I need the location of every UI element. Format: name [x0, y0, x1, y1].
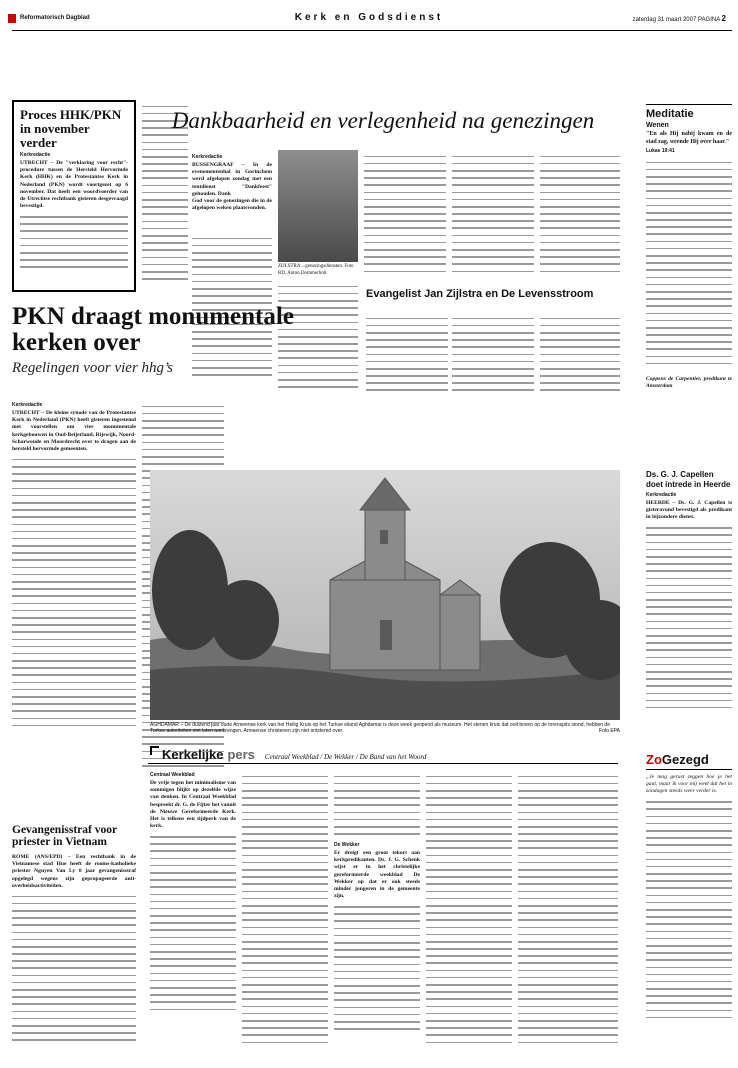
article-deck: Regelingen voor vier hhg’s [12, 360, 173, 376]
section-title [646, 752, 732, 770]
title-gezegd: Gezegd [661, 752, 709, 767]
article-pkn-col1 [12, 400, 136, 800]
church-photo-caption [150, 722, 620, 734]
article-body [12, 453, 136, 753]
corner-bracket-icon [150, 746, 159, 755]
article-pkn-header [12, 304, 352, 394]
article-body [540, 312, 620, 402]
masthead-rule [12, 30, 732, 31]
column-head: Centraal Weekblad [150, 772, 195, 778]
zogezegd [646, 752, 732, 1062]
meditatie [646, 104, 732, 424]
article-body [20, 210, 128, 268]
article-gevangen [12, 824, 136, 1064]
meditatie-body [646, 156, 732, 376]
column-body [150, 830, 236, 1020]
article-evangelist-header [366, 288, 620, 310]
photo-caption: ZIJLSTRA ...genezingsdiensten. Foto RD, Anton Dommerholt [278, 264, 354, 276]
section-sources: Centraal Weekblad / De Wekker / De Band van het Woord [264, 753, 427, 761]
article-lead-continued: God voor de genezingen die in de afgelopen weken plaatsvonden. [192, 198, 272, 212]
pers-col3 [334, 770, 420, 1060]
portrait-photo [278, 150, 358, 262]
meditatie-author: Coppens de Carpentier, predikant te Amsterdam [646, 376, 732, 390]
issue-date: zaterdag 31 maart 2007 [632, 17, 697, 23]
article-kicker: Kerkredactie [12, 402, 43, 408]
article-title: Evangelist Jan Zijlstra en De Levensstroom [366, 288, 594, 300]
church-photo [150, 470, 620, 720]
column-lead: De vrije tegen het minimalisme van sommigen blijkt op dezelfde wijze van denken. In Centraal Weekblad bespreekt dr. G. de Fijter het vanuit de Nieuwe Gereformeerde Kerk. Het is telkens een tijdperk van de kerk. [150, 780, 236, 830]
article-kicker: Kerkredactie [192, 154, 223, 160]
quotes-body [646, 796, 732, 1036]
article-body [646, 522, 732, 722]
article-lead: BUSSENGRAAF – In de evenementenhal in Gorinchem werd afgelopen zondag met een tentdienst "Dankfeest" gehouden. Dank [192, 162, 272, 197]
section-title-b: pers [227, 747, 255, 762]
masthead-date [633, 14, 726, 23]
article-body [452, 150, 534, 286]
masthead [6, 10, 732, 28]
title-zo: Zo [646, 752, 662, 767]
article-lead: ROME (ANS/EPD) – Een rechtbank in de Vietnamese stad Hue heeft de rooms-katholieke priester Nguyen Van Ly 8 jaar gevangenisstraf opgelegd wegens zijn gepropageerde anti-overheidsactiviteiten. [12, 854, 136, 889]
page-label: PAGINA [697, 17, 720, 23]
column-body [334, 900, 420, 1040]
quote: „Je mag gerust zeggen hoe je het gaat, maar ik voor mij weet dat het in zondagen steeds weer verder is. [646, 774, 732, 795]
article-body [452, 312, 534, 402]
article-proces [12, 100, 136, 292]
article-capellen [646, 470, 732, 740]
article-body [540, 150, 620, 286]
photo-credit: Foto EPA [598, 728, 620, 734]
meditatie-reference: Lukas 19:41 [646, 148, 675, 154]
pers-col2-body [242, 770, 328, 1060]
article-title: Proces HHK/PKN in november verder [20, 107, 122, 150]
article-title: Dankbaarheid en verlegenheid na genezingen [171, 108, 595, 133]
article-lead: HEERDE – Ds. G. J. Capellen is gisteravond bevestigd als predikant in bijzondere dienst. [646, 500, 732, 521]
kerkelijke-pers-header [148, 746, 618, 764]
article-dankbaarheid-header [148, 108, 618, 144]
column-body [334, 770, 420, 840]
pers-col4-body [426, 770, 512, 1060]
pers-col1 [150, 770, 236, 1060]
masthead-section: Kerk en Godsdienst [294, 12, 444, 23]
section-title: Meditatie [646, 104, 732, 120]
article-title: Ds. G. J. Capellen doet intrede in Heerde [646, 470, 731, 489]
article-body [12, 890, 136, 1050]
article-body [364, 150, 446, 286]
meditatie-subtitle: Wenen [646, 122, 669, 129]
church-illustration [150, 470, 620, 720]
caption-text: AGHDAMAR – De duizend jaar oude Armeense kerk van het Heilig Kruis op het Turkse eiland Aghdamar is deze week geopend als museum. Het stenen kruis dat ooit boven op de torenspits stond, hebben de Turkse autoriteiten niet laten aanbrengen. Armeense christenen zijn niet ontstemd over. [150, 722, 610, 734]
article-lead: UTRECHT – De "verklaring voor recht"-procedure tussen de Hersteld Hervormde Kerk (HHK) en de Protestantse Kerk in Nederland (PKN) wordt voortgezet op 6 november. Dat heeft een woordvoerder van de Utrechtse rechtbank gisteren desgevraagd bevestigd. [20, 160, 128, 210]
page-number: 2 [721, 14, 726, 23]
column-head: De Wekker [334, 842, 360, 848]
article-title: PKN draagt monumentale kerken over [12, 303, 294, 356]
article-body [366, 312, 448, 402]
article-title: Gevangenisstraf voor priester in Vietnam [12, 824, 117, 848]
masthead-source: Reformatorisch Dagblad [20, 15, 90, 21]
column-lead: Er dreigt een groot tekort aan kerkpredikanten. Ds. J. G. Schenk wijst er in het christelijke gereformeerde weekblad De Wekker op dat er ook steeds minder jongeren in de gemeente zijn. [334, 850, 420, 900]
article-lead: UTRECHT – De kleine synode van de Protestantse Kerk in Nederland (PKN) heeft gisteren ingestemd met voorstellen om vier monumentale kerkgebouwen in Oud-Beijerland, Rijswijk, Noord-Scharwoude en Moordrecht over te dragen aan de hersteld hervormde gemeenten. [12, 410, 136, 453]
article-kicker: Kerkredactie [646, 492, 677, 498]
section-title-a: Kerkelijke [162, 747, 224, 762]
pers-col5-body [518, 770, 618, 1060]
meditatie-verse: "En als Hij nabij kwam en de stad zag, weende Hij over haar." [646, 131, 732, 145]
article-kicker: Kerkredactie [20, 152, 51, 158]
